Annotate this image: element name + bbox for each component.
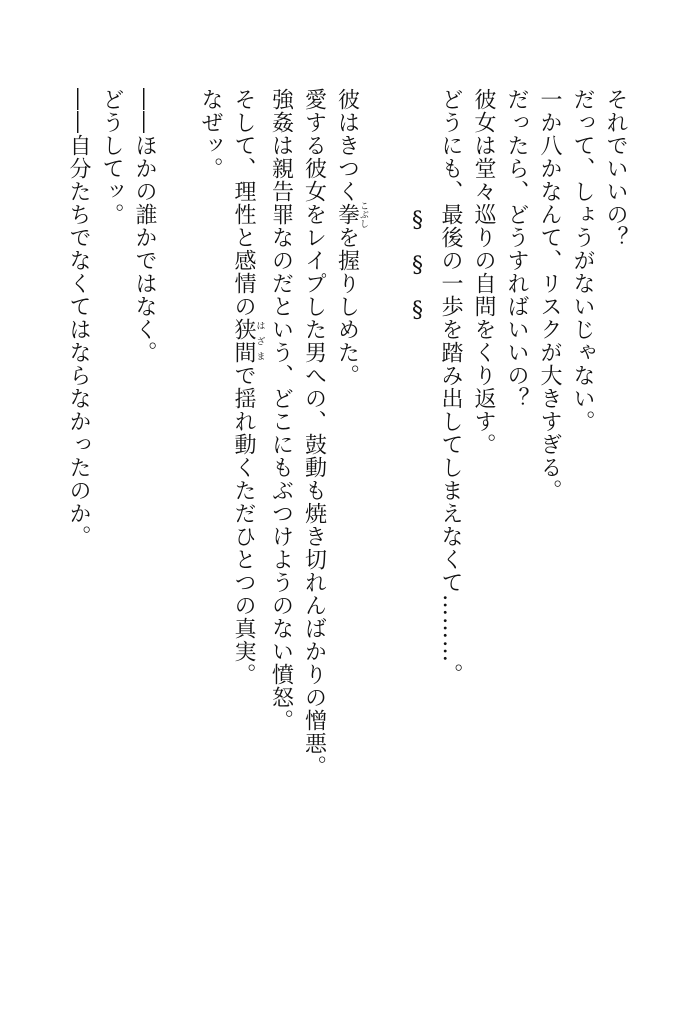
text-fragment: そして、理性と感情の (231, 88, 256, 318)
section-break-mark: §§§ (405, 208, 430, 343)
ruby-word (334, 201, 368, 228)
text-fragment: で揺れ動くただひとつの真実。 (231, 364, 256, 686)
text-line: どうしてッ。 (99, 88, 124, 226)
paragraph-gap (161, 88, 194, 968)
text-line: だったら、どうすればいいの？ (504, 88, 529, 410)
ruby-word (231, 318, 265, 364)
text-line: どうにも、最後の一歩を踏み出してしまえなくて………。 (438, 88, 463, 686)
vertical-text-page (12, 88, 632, 968)
ruby-base: 狭間 (231, 318, 256, 364)
text-line: 強姦は親告罪なのだという、どこにもぶつけようのない憤怒。 (268, 88, 294, 732)
ruby-base: 拳 (334, 201, 360, 228)
text-line: ――ほかの誰かではなく。 (132, 88, 157, 364)
text-line-with-ruby (227, 88, 265, 968)
text-line: なぜッ。 (198, 88, 223, 180)
text-line: 一か八かなんて、リスクが大きすぎる。 (537, 88, 562, 502)
text-line: だって、しょうがないじゃない。 (570, 88, 595, 433)
text-line: それでいいの？ (603, 88, 628, 249)
text-fragment: 彼はきつく (334, 88, 360, 203)
ruby-reading: はざま (254, 318, 265, 364)
ruby-reading: こぶし (358, 201, 368, 228)
text-line: 愛する彼女をレイプした男への、鼓動も焼き切れんばかりの憎悪。 (301, 88, 327, 778)
text-line: ――自分たちでなくてはならなかったのか。 (66, 88, 91, 548)
text-line: 彼女は堂々巡りの自問をくり返す。 (471, 88, 496, 456)
text-line-with-ruby (331, 88, 369, 968)
text-fragment: を握りしめた。 (334, 226, 360, 387)
